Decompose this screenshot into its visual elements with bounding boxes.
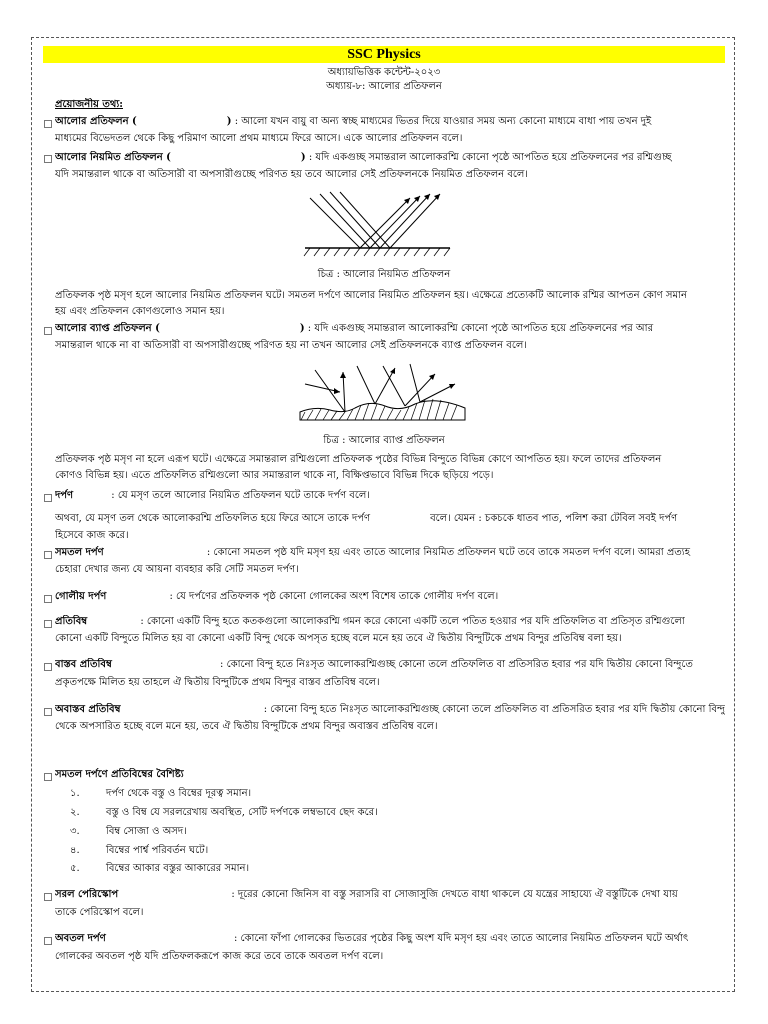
concave-def-line1 — [55, 932, 725, 946]
mirror-def-line2 — [55, 512, 725, 526]
list-item — [70, 862, 740, 876]
checkbox[interactable] — [44, 708, 52, 716]
periscope-term: সরল পেরিস্কোপ — [55, 889, 119, 900]
diffuse-def-line1 — [55, 322, 725, 336]
checkbox[interactable] — [44, 494, 52, 502]
plane-mirror-term: সমতল দর্পণ — [55, 547, 104, 558]
checkbox[interactable] — [44, 893, 52, 901]
checkbox[interactable] — [44, 551, 52, 559]
list-text: বিম্ব সোজা ও অসদ। — [106, 826, 187, 837]
list-number: ১. — [70, 788, 80, 799]
virtual-image-term: অবাস্তব প্রতিবিম্ব — [55, 704, 121, 715]
concave-term: অবতল দর্পণ — [55, 933, 106, 944]
list-item — [70, 806, 740, 820]
concave-def: : কোনো ফাঁপা গোলকের ভিতরের পৃষ্ঠের কিছু অংশ যদি মসৃণ হয় এবং তাতে আলোর নিয়মিত প্রতিফলন ঘটে অর্থাৎ — [233, 933, 689, 944]
plane-mirror-def: : কোনো সমতল পৃষ্ঠ যদি মসৃণ হয় এবং তাতে আলোর নিয়মিত প্রতিফলন ঘটে তবে তাকে সমতল দর্পণ বলে। আমরা প্রত্যহ — [206, 547, 690, 558]
diffuse-figure-caption: চিত্র : আলোর ব্যাপ্ত প্রতিফলন — [323, 435, 445, 446]
real-image-def: : কোনো বিন্দু হতে নিঃসৃত আলোকরশ্মিগুচ্ছ কোনো তলে প্রতিফলিত বা প্রতিসরিত হবার পর যদি দ্বিতীয় কোনো বিন্দুতে — [220, 659, 693, 670]
diffuse-def: : যদি একগুচ্ছ সমান্তরাল আলোকরশ্মি কোনো পৃষ্ঠে আপতিত হয়ে প্রতিফলনের পর আর — [307, 323, 654, 334]
list-number: ৩. — [70, 826, 80, 837]
checkbox[interactable] — [44, 620, 52, 628]
features-heading — [55, 768, 725, 782]
features-heading-text: সমতল দর্পণে প্রতিবিম্বের বৈশিষ্ট্য — [55, 769, 184, 780]
list-item — [70, 825, 740, 839]
real-image-term: বাস্তব প্রতিবিম্ব — [55, 659, 112, 670]
image-term: প্রতিবিম্ব — [55, 616, 88, 627]
regular-reflection-figure — [300, 190, 460, 265]
list-number: ৫. — [70, 863, 80, 874]
spherical-mirror-def — [55, 590, 725, 604]
regular-def: : যদি একগুচ্ছ সমান্তরাল আলোকরশ্মি কোনো পৃষ্ঠে আপতিত হয়ে প্রতিফলনের পর রশ্মিগুচ্ছ — [308, 152, 672, 163]
list-text: বিম্বের আকার বস্তুর আকারের সমান। — [106, 863, 250, 874]
mirror-term: দর্পণ — [55, 490, 74, 501]
subtitle-chapter: অধ্যায়-৮: আলোর প্রতিফলন — [326, 81, 442, 92]
checkbox[interactable] — [44, 595, 52, 603]
mirror-def-line1 — [55, 489, 725, 503]
periscope-def: : দূরের কোনো জিনিস বা বস্তু সরাসরি বা সোজাসুজি দেখতে বাধা থাকলে যে যন্ত্রের সাহায্যে ঐ বস্তুটিকে দেখা যায় — [231, 889, 678, 900]
subtitle-content: অধ্যায়ভিত্তিক কন্টেন্ট-২০২৩ — [327, 67, 441, 78]
regular-term: আলোর নিয়মিত প্রতিফলন ( — [55, 152, 171, 163]
paren-close: ) — [226, 116, 232, 127]
diffuse-note-line2: কোণও বিভিন্ন হয়। এতে প্রতিফলিত রশ্মিগুলো আর সমান্তরাল থাকে না, বিক্ষিপ্তভাবে বিভিন্ন দিকে ছড়িয়ে পড়ে। — [55, 470, 494, 481]
checkbox[interactable] — [44, 663, 52, 671]
mirror-alt-def: অথবা, যে মসৃণ তল থেকে আলোকরশ্মি প্রতিফলিত হয়ে ফিরে আসে তাকে দর্পণ — [55, 513, 371, 524]
mirror-def-line3: হিসেবে কাজ করে। — [55, 530, 129, 541]
paren-close: ) — [300, 152, 306, 163]
checkbox[interactable] — [44, 773, 52, 781]
checkbox[interactable] — [44, 327, 52, 335]
paren-close: ) — [299, 323, 305, 334]
real-image-def-line1 — [55, 658, 725, 672]
diffuse-term: আলোর ব্যাপ্ত প্রতিফলন ( — [55, 323, 160, 334]
list-item — [70, 787, 740, 801]
list-text: দর্পণ থেকে বস্তু ও বিম্বের দূরত্ব সমান। — [106, 788, 252, 799]
periscope-def-line2: তাকে পেরিস্কোপ বলে। — [55, 907, 144, 918]
regular-def-line2: যদি সমান্তরাল থাকে বা অতিসারী বা অপসারীগুচ্ছে পরিণত হয় তবে আলোর সেই প্রতিফলনকে নিয়মিত প্রতিফলন বলে। — [55, 169, 528, 180]
mirror-def: : যে মসৃণ তলে আলোর নিয়মিত প্রতিফলন ঘটে তাকে দর্পণ বলে। — [111, 490, 370, 501]
periscope-def-line1 — [55, 888, 725, 902]
regular-def-line1 — [55, 151, 725, 165]
mirror-examples: বলে। যেমন : চকচকে ধাতব পাত, পলিশ করা টেবিল সবই দর্পণ — [430, 513, 678, 524]
regular-note-line2: হয় এবং প্রতিফলন কোণগুলোও সমান হয়। — [55, 306, 225, 317]
reflection-def: : আলো যখন বায়ু বা অন্য স্বচ্ছ মাধ্যমের ভিতর দিয়ে যাওয়ার সময় অন্য কোনো মাধ্যমে বাধা পায় তখন দুই — [234, 116, 652, 127]
checkbox[interactable] — [44, 937, 52, 945]
virtual-image-def-line2: থেকে অপসারিত হচ্ছে বলে মনে হয়, তবে ঐ দ্বিতীয় বিন্দুটিকে প্রথম বিন্দুর অবাস্তব প্রতিবিম্ব বলে। — [55, 721, 438, 732]
diffuse-def-line2: সমান্তরাল থাকে না বা অতিসারী বা অপসারীগুচ্ছে পরিণত হয় না তখন আলোর সেই প্রতিফলনকে ব্যাপ্ত প্রতিফলন বলে। — [55, 340, 527, 351]
page-title: SSC Physics — [43, 46, 725, 63]
required-info-heading — [55, 98, 725, 112]
plane-mirror-def-line1 — [55, 546, 725, 560]
reflection-def-line2: মাধ্যমের বিভেদতল থেকে কিছু পরিমাণ আলো প্রথম মাধ্যমে ফিরে আসে। একে আলোর প্রতিফলন বলে। — [55, 133, 463, 144]
regular-figure-caption: চিত্র : আলোর নিয়মিত প্রতিফলন — [317, 269, 451, 280]
list-text: বস্তু ও বিম্ব যে সরলরেখায় অবস্থিত, সেটি দর্পণকে লম্বভাবে ছেদ করে। — [106, 807, 378, 818]
spherical-mirror-term: গোলীয় দর্পণ — [55, 591, 107, 602]
list-text: বিম্বের পার্শ্ব পরিবর্তন ঘটে। — [106, 845, 209, 856]
list-item — [70, 844, 740, 858]
diffuse-reflection-figure — [295, 362, 470, 432]
list-number: ৪. — [70, 845, 80, 856]
regular-note-line1: প্রতিফলক পৃষ্ঠ মসৃণ হলে আলোর নিয়মিত প্রতিফলন ঘটে। সমতল দর্পণে আলোর নিয়মিত প্রতিফলন হয়। এক্ষেত্রে প্রত্যেকটি আলোক রশ্মির আপতন কোণ সমান — [55, 290, 687, 301]
list-number: ২. — [70, 807, 80, 818]
image-def-line2: কোনো একটি বিন্দুতে মিলিত হয় বা কোনো একটি বিন্দু থেকে অপসৃত হচ্ছে বলে মনে হয় তবে ঐ দ্বিতীয় বিন্দুটিকে প্রথম বিন্দুর প্রতিবিম্ব বলা হয়। — [55, 633, 622, 644]
plane-mirror-def-line2: চেহারা দেখার জন্য যে আয়না ব্যবহার করি সেটি সমতল দর্পণ। — [55, 564, 299, 575]
checkbox[interactable] — [44, 155, 52, 163]
reflection-def-line1 — [55, 115, 725, 129]
reflection-term: আলোর প্রতিফলন ( — [55, 116, 137, 127]
diffuse-note-line1: প্রতিফলক পৃষ্ঠ মসৃণ না হলে এরূপ ঘটে। এক্ষেত্রে সমান্তরাল রশ্মিগুলো প্রতিফলক পৃষ্ঠের বিভিন্ন বিন্দুতে বিভিন্ন কোণে আপতিত হয়। ফলে তাদের প্রতিফলন — [55, 454, 662, 465]
virtual-image-def-line1 — [55, 703, 725, 717]
image-def: : কোনো একটি বিন্দু হতে কতকগুলো আলোকরশ্মি গমন করে কোনো একটি তলে পতিত হওয়ার পর যদি প্রতিফলিত বা প্রতিসৃত রশ্মিগুলো — [140, 616, 685, 627]
virtual-image-def: : কোনো বিন্দু হতে নিঃসৃত আলোকরশ্মিগুচ্ছ কোনো তলে প্রতিফলিত বা প্রতিসরিত হবার পর যদি দ্বিতীয় কোনো বিন্দু — [263, 704, 725, 715]
concave-def-line2: গোলকের অবতল পৃষ্ঠ যদি প্রতিফলকরূপে কাজ করে তবে তাকে অবতল দর্পণ বলে। — [55, 951, 384, 962]
real-image-def-line2: প্রকৃতপক্ষে মিলিত হয় তাহলে ঐ দ্বিতীয় বিন্দুটিকে প্রথম বিন্দুর বাস্তব প্রতিবিম্ব বলে। — [55, 677, 380, 688]
checkbox[interactable] — [44, 120, 52, 128]
required-info-label: প্রয়োজনীয় তথ্য: — [55, 99, 123, 110]
image-def-line1 — [55, 615, 725, 629]
spherical-mirror-text: : যে দর্পণের প্রতিফলক পৃষ্ঠ কোনো গোলকের অংশ বিশেষ তাকে গোলীয় দর্পণ বলে। — [169, 591, 499, 602]
